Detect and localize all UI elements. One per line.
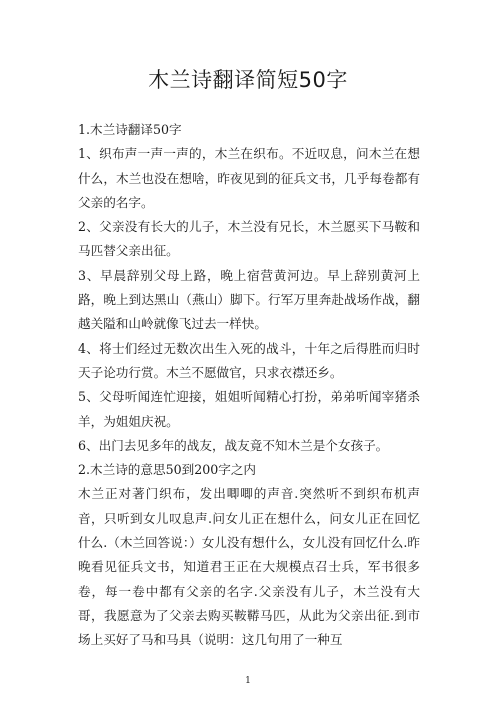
paragraph-2: 2、父亲没有长大的儿子，木兰没有兄长，木兰愿买下马鞍和马匹替父亲出征。 (78, 219, 420, 259)
paragraph-3: 3、早晨辞别父母上路，晚上宿营黄河边。早上辞别黄河上路，晚上到达黑山（燕山）脚下。行军万里奔赴战场作战，翻越关隘和山岭就像飞过去一样快。 (78, 267, 420, 332)
section-heading-2: 2.木兰诗的意思50到200字之内 (78, 462, 257, 478)
page-number: 1 (245, 676, 251, 686)
document-body (78, 118, 420, 653)
paragraph-5: 5、父母听闻连忙迎接，姐姐听闻精心打扮，弟弟听闻宰猪杀羊，为姐姐庆祝。 (78, 389, 420, 429)
paragraph-6: 6、出门去见多年的战友，战友竟不知木兰是个女孩子。 (78, 437, 389, 453)
paragraph-1: 1、织布声一声一声的，木兰在织布。不近叹息，问木兰在想什么，木兰也没在想啥，昨夜见到的征兵文书，几乎每卷都有父亲的名字。 (78, 146, 420, 210)
section-heading-1: 1.木兰诗翻译50字 (78, 122, 182, 137)
paragraph-4: 4、将士们经过无数次出生入死的战斗，十年之后得胜而归时天子论功行赏。木兰不愿做官，只求衣襟还乡。 (78, 340, 420, 380)
document-title: 木兰诗翻译简短50字 (148, 68, 348, 92)
paragraph-7: 木兰正对著门织布，发出唧唧的声音.突然听不到织布机声音，只听到女儿叹息声.问女儿正在想什么，问女儿正在回忆什么.（木兰回答说：）女儿没有想什么，女儿没有回忆什么.昨晚看见征兵文书，知道君王正在大规模点召士兵，军书很多卷，每一卷中都有父亲的名字.父亲没有儿子，木兰没有大哥，我愿意为了父亲去购买鞍鞯马匹，从此为父亲出征.到市场上买好了马和马具（说明：这几句用了一种互 (78, 486, 420, 648)
